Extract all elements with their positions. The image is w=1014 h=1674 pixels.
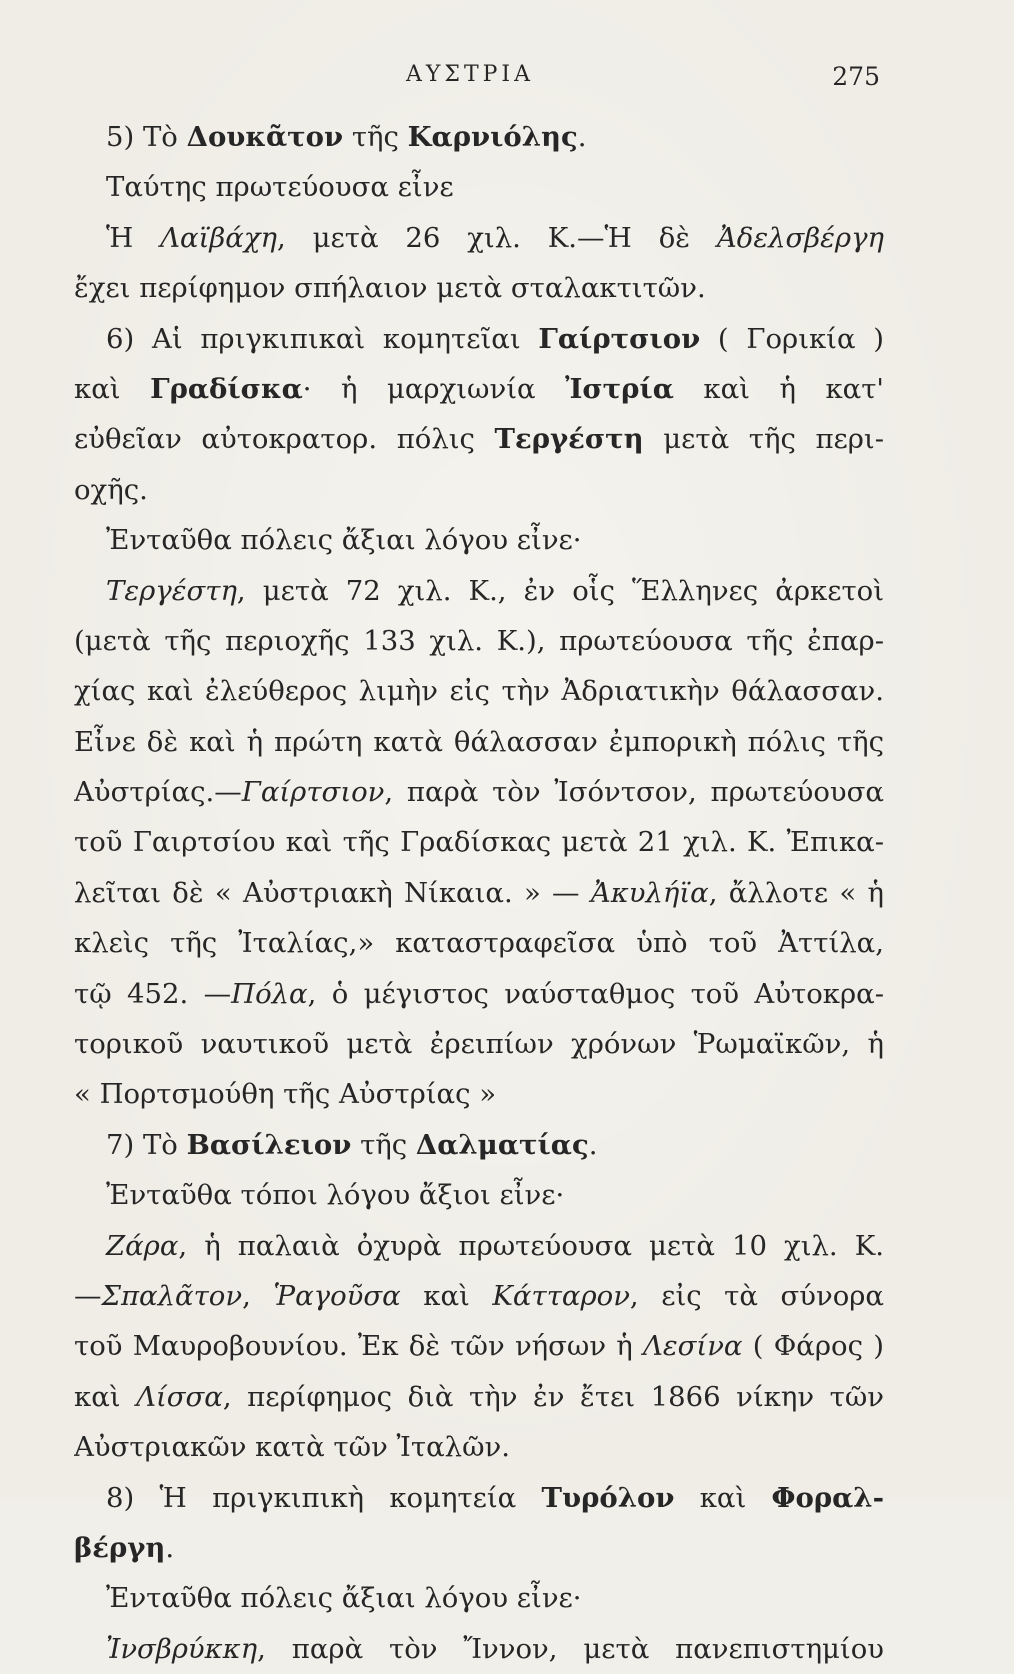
text-line [74,1069,884,1119]
italic-place-name: Λεσίνα [643,1330,743,1363]
bold-term: Γαίρτσιον [538,322,701,355]
text-run: τορικοῦ ναυτικοῦ μετὰ ἐρειπίων χρόνων Ῥωμαϊκῶν, ἡ [74,1028,884,1061]
text-line [74,1523,884,1573]
bold-term: Γραδίσκα [150,372,303,405]
text-run: τῆς [343,121,408,153]
text-run: ( Γορικία ) [700,322,884,355]
italic-place-name: Πόλα [231,977,308,1010]
text-run: , παρὰ τὸν Ἴννον, μετὰ πανεπιστημίου [257,1632,884,1665]
text-run: εὐθεῖαν αὐτοκρατορ. πόλις [74,423,495,456]
text-run: τῆς [351,1128,416,1161]
text-run: μετὰ τῆς περι- [643,423,884,456]
text-line [74,1624,884,1674]
text-run: οχῆς. [74,473,148,506]
text-line [74,1422,884,1472]
text-line [74,465,884,515]
text-run: « Πορτσμούθη τῆς Αὐστρίας » [74,1078,497,1111]
text-line [74,364,884,414]
bold-term: Φοραλ- [771,1481,884,1514]
text-line [74,767,884,817]
text-run: Αὐστρίας.— [74,776,242,809]
text-run: Ταύτης πρωτεύουσα εἶνε [106,171,454,204]
text-run: κλεὶς τῆς Ἰταλίας,» καταστραφεῖσα ὑπὸ τοῦ Ἀττίλα, [74,927,884,960]
text-line [74,1170,884,1220]
italic-place-name: Τεργέστη [106,574,237,607]
bold-term: Τεργέστη [494,423,644,456]
text-line [74,566,884,616]
text-run: , μετὰ 26 χιλ. Κ.—Ἡ δὲ [277,221,717,254]
text-run: . [165,1531,175,1564]
italic-place-name: Ῥαγοῦσα [273,1279,401,1312]
text-run: Ἐνταῦθα πόλεις ἄξιαι λόγου εἶνε· [106,524,582,557]
bold-term: Βασίλειον [186,1128,352,1161]
text-line [74,314,884,364]
bold-term: βέργη [74,1531,166,1564]
italic-place-name: Ἀκυλήϊα [590,876,709,909]
text-line [74,1321,884,1371]
text-run: . [577,121,587,153]
text-run: , μετὰ 72 χιλ. Κ., ἐν οἷς Ἕλληνες ἀρκετοὶ [236,574,884,607]
text-run: καὶ ἡ κατ' [673,372,884,405]
text-run: καὶ [74,1380,137,1413]
bold-term: Καρνιόλης [407,121,578,153]
text-run: · ἡ μαρχιωνία [302,372,566,405]
text-line [74,112,884,162]
text-run: τῷ 452. — [74,977,232,1010]
italic-place-name: Λίσσα [136,1380,223,1413]
text-line [74,1372,884,1422]
italic-place-name: Γαίρτσιον [241,776,385,809]
bold-term: Τυρόλον [541,1481,675,1514]
text-run: Ἐνταῦθα τόποι λόγου ἄξιοι εἶνε· [106,1179,565,1212]
text-run: τοῦ Γαιρτσίου καὶ τῆς Γραδίσκας μετὰ 21 χιλ. Κ. Ἐπικα- [74,826,884,859]
text-run: , περίφημος διὰ τὴν ἐν ἔτει 1866 νίκην τῶν [222,1380,884,1413]
text-run: καὶ [74,372,151,405]
text-run: τοῦ Μαυροβουνίου. Ἐκ δὲ τῶν νήσων ἡ [74,1330,644,1363]
text-line [74,213,884,263]
italic-place-name: Σπαλᾶτον [101,1279,243,1312]
text-run: , ὁ μέγιστος ναύσταθμος τοῦ Αὐτοκρα- [307,977,884,1010]
text-run: , παρὰ τὸν Ἰσόντσον, πρωτεύουσα [384,776,884,809]
text-run: , ἡ παλαιὰ ὀχυρὰ πρωτεύουσα μετὰ 10 χιλ. Κ. [178,1229,884,1262]
text-run: Ἐνταῦθα πόλεις ἄξιαι λόγου εἶνε· [106,1582,582,1615]
italic-place-name: Κάτταρον [492,1279,630,1312]
text-run: , εἰς τὰ σύνορα [629,1279,884,1312]
text-run: Αὐστριακῶν κατὰ τῶν Ἰταλῶν. [74,1431,510,1464]
text-line [74,666,884,716]
text-run: — [74,1279,102,1312]
text-run: ( Φάρος ) [742,1330,884,1363]
text-run: Ἡ [106,221,161,254]
italic-place-name: Ἰνσβρύκκη [106,1632,258,1665]
text-run: χίας καὶ ἐλεύθερος λιμὴν εἰς τὴν Ἀδριατικὴν θάλασσαν. [74,675,884,708]
text-line [74,918,884,968]
text-line [74,1473,884,1523]
italic-place-name: Ἀδελσβέργη [716,221,884,254]
text-line [74,969,884,1019]
text-run: Εἶνε δὲ καὶ ἡ πρώτη κατὰ θάλασσαν ἐμπορικὴ πόλις τῆς [74,725,884,758]
text-run: 6) Αἱ πριγκιπικαὶ κομητεῖαι [106,322,539,355]
text-line [74,1573,884,1623]
italic-place-name: Λαϊβάχη [160,221,277,254]
text-line [74,868,884,918]
body-text [74,112,884,1674]
text-line [74,616,884,666]
text-run: καὶ [674,1481,772,1514]
bold-term: Δουκᾶτον [186,121,344,153]
text-line [74,162,884,212]
text-run: 5) Τὸ [106,121,187,153]
text-run: καὶ [400,1279,493,1312]
running-head: ΑΥΣΤΡΙΑ [405,62,535,87]
text-line [74,817,884,867]
text-run: . [588,1128,598,1161]
text-run: , [242,1279,274,1312]
text-line [74,1221,884,1271]
page-number: 275 [832,62,880,91]
text-run: 7) Τὸ [106,1128,187,1161]
text-run: (μετὰ τῆς περιοχῆς 133 χιλ. Κ.), πρωτεύουσα τῆς ἐπαρ- [74,624,884,657]
text-run: λεῖται δὲ « Αὐστριακὴ Νίκαια. » — [74,876,591,909]
text-line [74,1120,884,1170]
italic-place-name: Ζάρα [106,1229,179,1262]
text-line [74,515,884,565]
text-run: , ἄλλοτε « ἡ [708,876,884,909]
text-line [74,414,884,464]
bold-term: Δαλματίας [415,1128,589,1161]
text-line [74,717,884,767]
text-run: 8) Ἡ πριγκιπικὴ κομητεία [106,1481,542,1514]
bold-term: Ἰστρία [565,372,674,405]
text-line [74,263,884,313]
text-line [74,1019,884,1069]
text-line [74,1271,884,1321]
text-run: ἔχει περίφημον σπήλαιον μετὰ σταλακτιτῶν. [74,272,706,305]
